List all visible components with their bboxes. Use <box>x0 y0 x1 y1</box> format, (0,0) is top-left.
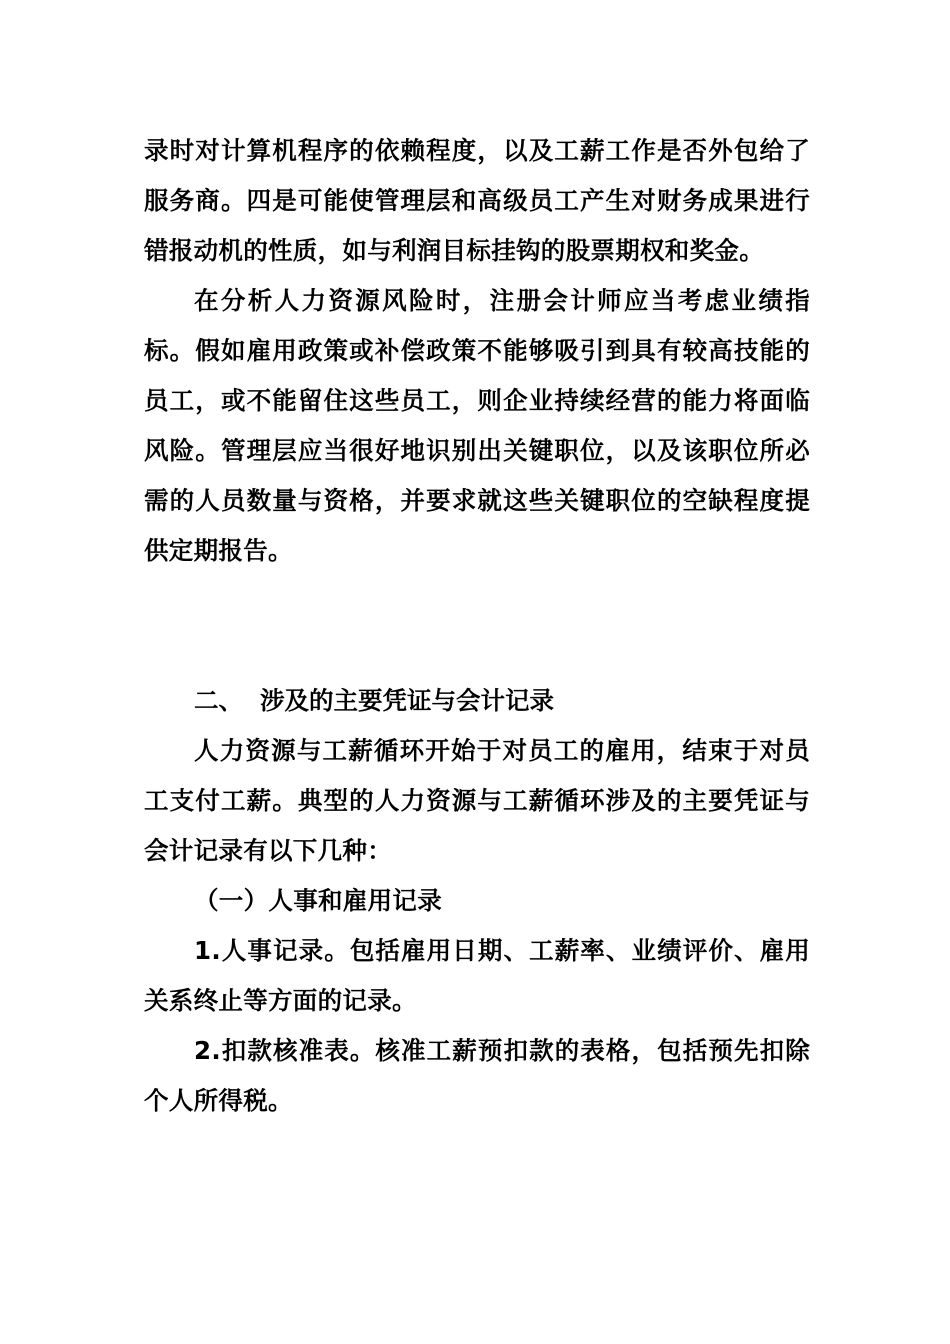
section-title: 涉及的主要凭证与会计记录 <box>260 686 554 715</box>
section-number: 二、 <box>194 686 243 715</box>
section-heading <box>144 676 810 726</box>
paragraph-hr-risk: 在分析人力资源风险时，注册会计师应当考虑业绩指标。假如雇用政策或补偿政策不能够吸引到具有较高技能的员工，或不能留住这些员工，则企业持续经营的能力将面临风险。管理层应当很好地识别出关键职位，以及该职位所必需的人员数量与资格，并要求就这些关键职位的空缺程度提供定期报告。 <box>144 286 810 565</box>
paragraph-continuation: 录时对计算机程序的依赖程度，以及工薪工作是否外包给了服务商。四是可能使管理层和高级员工产生对财务成果进行错报动机的性质，如与利润目标挂钩的股票期权和奖金。 <box>144 136 810 265</box>
section-intro: 人力资源与工薪循环开始于对员工的雇用，结束于对员工支付工薪。典型的人力资源与工薪循环涉及的主要凭证与会计记录有以下几种： <box>144 736 810 865</box>
subheading-personnel-records: （一）人事和雇用记录 <box>194 886 442 915</box>
list-item-personnel-record: 1.人事记录。包括雇用日期、工薪率、业绩评价、雇用关系终止等方面的记录。 <box>144 936 810 1015</box>
section-spacer <box>144 576 810 676</box>
list-item-deduction-form: 2.扣款核准表。核准工薪预扣款的表格，包括预先扣除个人所得税。 <box>144 1036 810 1115</box>
